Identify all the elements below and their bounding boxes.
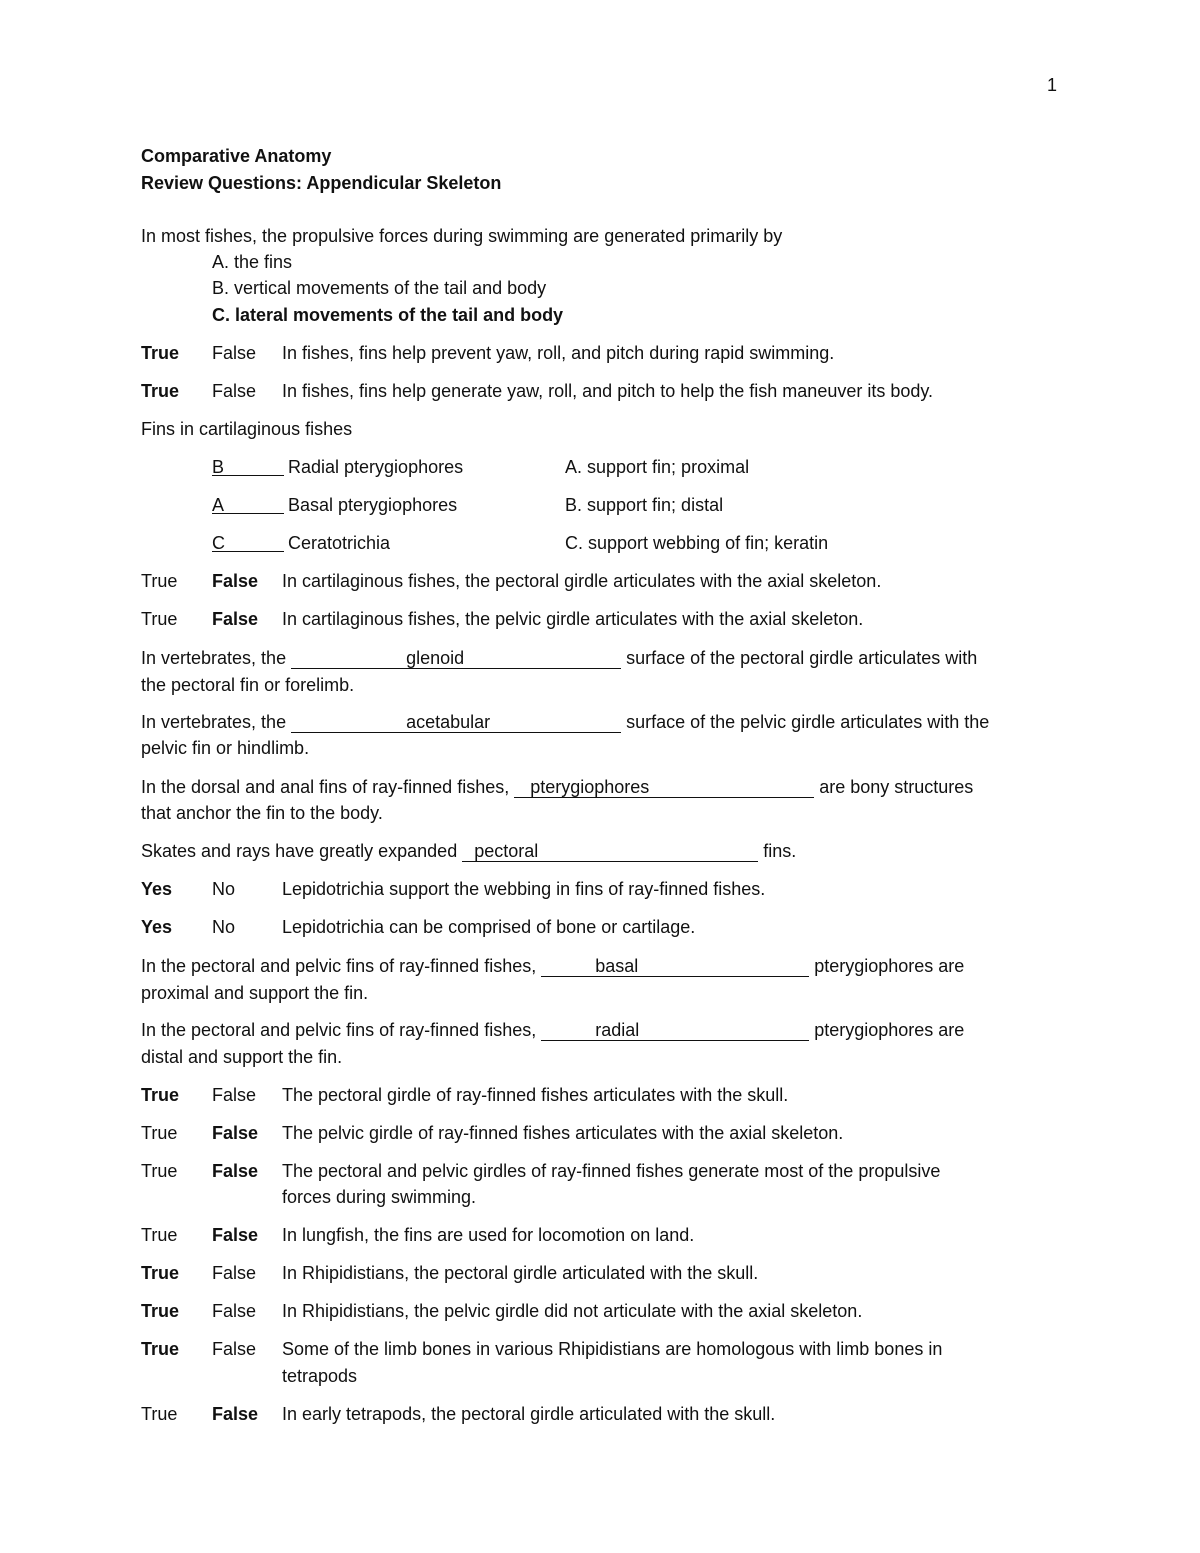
- fill-question-5-line2: proximal and support the fin.: [141, 983, 369, 1003]
- false-option-selected: False: [212, 1123, 259, 1143]
- match-definition: C. support webbing of fin; keratin: [565, 533, 829, 553]
- false-option: False: [212, 1301, 257, 1321]
- tf-question-10: [0, 1299, 1200, 1323]
- fill-answer: glenoid: [406, 648, 465, 668]
- yn-question-1: [0, 877, 1200, 901]
- q1-option-b: B. vertical movements of the tail and body: [212, 278, 547, 298]
- yn-statement: Lepidotrichia can be comprised of bone or cartilage.: [282, 917, 696, 937]
- true-option-selected: True: [141, 1085, 180, 1105]
- fill-question-5: [141, 954, 964, 978]
- document-subtitle: Review Questions: Appendicular Skeleton: [141, 173, 502, 193]
- fill-answer: acetabular: [406, 712, 491, 732]
- fill-question-4: [141, 839, 796, 863]
- tf-statement: In early tetrapods, the pectoral girdle articulated with the skull.: [282, 1404, 776, 1424]
- tf-statement: In fishes, fins help prevent yaw, roll, and pitch during rapid swimming.: [282, 343, 835, 363]
- tf-question-4: [0, 607, 1200, 631]
- match-row: [0, 531, 1200, 555]
- fill-suffix: pterygiophores are: [809, 956, 965, 976]
- true-option-selected: True: [141, 343, 180, 363]
- match-answer: C: [212, 531, 284, 552]
- fill-question-2-line2: pelvic fin or hindlimb.: [141, 738, 310, 758]
- tf-question-5: [0, 1083, 1200, 1107]
- fill-suffix: surface of the pectoral girdle articulates with: [621, 648, 978, 668]
- true-option-selected: True: [141, 381, 180, 401]
- tf-statement: In cartilaginous fishes, the pelvic girdle articulates with the axial skeleton.: [282, 609, 864, 629]
- fins-heading: Fins in cartilaginous fishes: [141, 419, 353, 439]
- true-option: True: [141, 1161, 178, 1181]
- true-option-selected: True: [141, 1263, 180, 1283]
- fill-prefix: In vertebrates, the: [141, 648, 292, 668]
- true-option: True: [141, 609, 178, 629]
- true-option-selected: True: [141, 1301, 180, 1321]
- match-row: [0, 455, 1200, 479]
- tf-question-9: [0, 1261, 1200, 1285]
- tf-statement-continuation: forces during swimming.: [282, 1187, 477, 1207]
- false-option-selected: False: [212, 1404, 259, 1424]
- match-term: Basal pterygiophores: [288, 495, 458, 515]
- fill-suffix: pterygiophores are: [809, 1020, 965, 1040]
- document-title: Comparative Anatomy: [141, 146, 332, 166]
- tf-statement: In Rhipidistians, the pectoral girdle articulated with the skull.: [282, 1263, 759, 1283]
- match-definition: B. support fin; distal: [565, 495, 724, 515]
- fill-prefix: Skates and rays have greatly expanded: [141, 841, 463, 861]
- tf-statement: In cartilaginous fishes, the pectoral girdle articulates with the axial skeleton.: [282, 571, 882, 591]
- fill-prefix: In the pectoral and pelvic fins of ray-finned fishes,: [141, 956, 542, 976]
- tf-question-3: [0, 569, 1200, 593]
- fill-question-3-line2: that anchor the fin to the body.: [141, 803, 383, 823]
- fill-suffix: are bony structures: [814, 777, 974, 797]
- fill-answer: basal: [595, 956, 639, 976]
- page-number: 1: [1046, 75, 1057, 95]
- match-term: Radial pterygiophores: [288, 457, 464, 477]
- fill-blank: [291, 712, 621, 733]
- tf-statement: Some of the limb bones in various Rhipidistians are homologous with limb bones in: [282, 1339, 943, 1359]
- fill-question-3: [141, 775, 973, 799]
- fill-answer: pectoral: [474, 841, 539, 861]
- tf-statement: In fishes, fins help generate yaw, roll, and pitch to help the fish maneuver its body.: [282, 381, 934, 401]
- fill-prefix: In the dorsal and anal fins of ray-finned fishes,: [141, 777, 515, 797]
- false-option: False: [212, 343, 257, 363]
- fill-question-2: [141, 710, 989, 734]
- fill-answer: pterygiophores: [530, 777, 650, 797]
- fill-prefix: In the pectoral and pelvic fins of ray-finned fishes,: [141, 1020, 542, 1040]
- fill-question-1: [141, 646, 977, 670]
- false-option-selected: False: [212, 571, 259, 591]
- tf-question-2: [0, 379, 1200, 403]
- false-option: False: [212, 381, 257, 401]
- tf-statement: In lungfish, the fins are used for locomotion on land.: [282, 1225, 695, 1245]
- false-option: False: [212, 1263, 257, 1283]
- false-option: False: [212, 1339, 257, 1359]
- tf-question-6: [0, 1121, 1200, 1145]
- fill-question-1-line2: the pectoral fin or forelimb.: [141, 675, 355, 695]
- fill-suffix: surface of the pelvic girdle articulates with the: [621, 712, 990, 732]
- tf-statement: The pectoral and pelvic girdles of ray-finned fishes generate most of the propulsive: [282, 1161, 941, 1181]
- yn-statement: Lepidotrichia support the webbing in fins of ray-finned fishes.: [282, 879, 766, 899]
- fill-question-6: [141, 1018, 964, 1042]
- q1-stem: In most fishes, the propulsive forces during swimming are generated primarily by: [141, 226, 783, 246]
- yes-option-selected: Yes: [141, 879, 173, 899]
- tf-statement: In Rhipidistians, the pelvic girdle did not articulate with the axial skeleton.: [282, 1301, 863, 1321]
- match-row: [0, 493, 1200, 517]
- fill-suffix: fins.: [758, 841, 797, 861]
- match-term: Ceratotrichia: [288, 533, 391, 553]
- true-option: True: [141, 571, 178, 591]
- yes-option-selected: Yes: [141, 917, 173, 937]
- tf-statement: The pectoral girdle of ray-finned fishes articulates with the skull.: [282, 1085, 789, 1105]
- fill-blank: [514, 777, 814, 798]
- match-answer: A: [212, 493, 284, 514]
- fill-blank: [541, 1020, 809, 1041]
- tf-statement-continuation: tetrapods: [282, 1366, 358, 1386]
- false-option-selected: False: [212, 609, 259, 629]
- tf-question-7: [0, 1159, 1200, 1183]
- tf-question-11: [0, 1337, 1200, 1361]
- true-option: True: [141, 1123, 178, 1143]
- fill-question-6-line2: distal and support the fin.: [141, 1047, 343, 1067]
- tf-question-1: [0, 341, 1200, 365]
- true-option-selected: True: [141, 1339, 180, 1359]
- tf-question-8: [0, 1223, 1200, 1247]
- false-option: False: [212, 1085, 257, 1105]
- false-option-selected: False: [212, 1161, 259, 1181]
- tf-question-12: [0, 1402, 1200, 1426]
- fill-blank: [462, 841, 758, 862]
- true-option: True: [141, 1404, 178, 1424]
- false-option-selected: False: [212, 1225, 259, 1245]
- fill-blank: [541, 956, 809, 977]
- yn-question-2: [0, 915, 1200, 939]
- q1-option-c-answer: C. lateral movements of the tail and body: [212, 305, 564, 325]
- true-option: True: [141, 1225, 178, 1245]
- match-definition: A. support fin; proximal: [565, 457, 750, 477]
- q1-option-a: A. the fins: [212, 252, 293, 272]
- no-option: No: [212, 917, 236, 937]
- tf-statement: The pelvic girdle of ray-finned fishes articulates with the axial skeleton.: [282, 1123, 844, 1143]
- fill-blank: [291, 648, 621, 669]
- fill-answer: radial: [595, 1020, 640, 1040]
- fill-prefix: In vertebrates, the: [141, 712, 292, 732]
- no-option: No: [212, 879, 236, 899]
- match-answer: B: [212, 455, 284, 476]
